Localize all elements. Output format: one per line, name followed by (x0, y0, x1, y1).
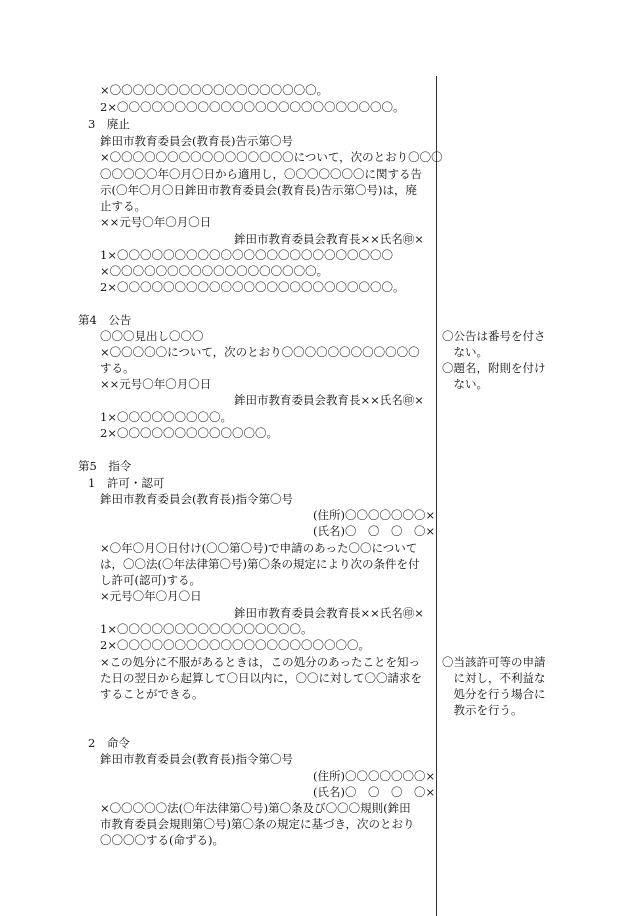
text-line: (氏名)〇 〇 〇 〇× (313, 524, 436, 538)
text-line: ×元号〇年〇月〇日 (100, 589, 202, 603)
text-line: 鉾田市教育委員会(教育長)告示第〇号 (100, 134, 293, 148)
text-line: 鉾田市教育委員会教育長××氏名㊞× (234, 232, 424, 246)
note-line: 教示を行う。 (442, 703, 523, 717)
note-line: 〇当該許可等の申請 (442, 655, 546, 669)
text-line: ×〇年〇月〇日付け(〇〇第〇号)で申請のあった〇〇について (100, 541, 418, 555)
text-line: 鉾田市教育委員会教育長××氏名㊞× (234, 606, 424, 620)
text-line: 第4 公告 (78, 313, 132, 327)
text-line: 〇〇〇〇〇年〇月〇日から適用し，〇〇〇〇〇〇〇に関する告 (100, 167, 422, 181)
note-line: ない。 (442, 377, 488, 391)
text-line: 1×〇〇〇〇〇〇〇〇〇〇〇〇〇〇〇〇〇〇〇〇〇〇〇〇 (100, 248, 393, 262)
text-line: し許可(認可)する。 (100, 573, 201, 587)
text-line: (住所)〇〇〇〇〇〇〇× (313, 508, 436, 522)
text-line: (氏名)〇 〇 〇 〇× (313, 785, 436, 799)
text-line: ×〇〇〇〇〇〇〇〇〇〇〇〇〇〇〇〇について，次のとおり〇〇〇 (100, 150, 443, 164)
text-line: 1×〇〇〇〇〇〇〇〇〇〇〇〇〇〇〇〇。 (100, 622, 313, 636)
text-line: 止する。 (100, 199, 146, 213)
text-line: ×この処分に不服があるときは，この処分のあったことを知っ (100, 655, 421, 669)
text-line: 〇〇〇〇する(命ずる)。 (100, 833, 224, 847)
note-line: 〇公告は番号を付さ (442, 329, 546, 343)
text-line: 2×〇〇〇〇〇〇〇〇〇〇〇〇〇〇〇〇〇〇〇〇〇。 (100, 638, 370, 652)
text-line: 2×〇〇〇〇〇〇〇〇〇〇〇〇〇〇〇〇〇〇〇〇〇〇〇〇。 (100, 280, 405, 294)
text-line: は，〇〇法(〇年法律第〇号)第〇条の規定により次の条件を付 (100, 557, 420, 571)
note-line: ない。 (442, 345, 488, 359)
text-line: 鉾田市教育委員会教育長××氏名㊞× (234, 393, 424, 407)
text-line: ×〇〇〇〇〇〇〇〇〇〇〇〇〇〇〇〇〇〇。 (100, 264, 329, 278)
note-line: に対し，不利益な (442, 671, 546, 685)
text-line: 第5 指令 (78, 459, 132, 473)
text-line: 3 廃止 (88, 117, 130, 131)
text-line: ××元号〇年〇月〇日 (100, 377, 212, 391)
text-line: 鉾田市教育委員会(教育長)指令第〇号 (100, 492, 293, 506)
text-line: 鉾田市教育委員会(教育長)指令第〇号 (100, 752, 293, 766)
text-line: ×〇〇〇〇〇について，次のとおり〇〇〇〇〇〇〇〇〇〇〇〇 (100, 345, 420, 359)
text-line: ××元号〇年〇月〇日 (100, 215, 212, 229)
text-line: (住所)〇〇〇〇〇〇〇× (313, 769, 436, 783)
text-line: た日の翌日から起算して〇日以内に，〇〇に対して〇〇請求を (100, 671, 422, 685)
note-line: 処分を行う場合に (442, 687, 546, 701)
text-line: 示(〇年〇月〇日鉾田市教育委員会(教育長)告示第〇号)は，廃 (100, 183, 417, 197)
note-line: 〇題名，附則を付け (442, 361, 546, 375)
text-line: ×〇〇〇〇〇法(〇年法律第〇号)第〇条及び〇〇〇規則(鉾田 (100, 801, 411, 815)
text-line: 1×〇〇〇〇〇〇〇〇〇。 (100, 410, 232, 424)
column-divider (436, 76, 437, 916)
text-line: 市教育委員会規則第〇号)第〇条の規定に基づき，次のとおり (100, 817, 415, 831)
text-line: する。 (100, 361, 135, 375)
text-line: 〇〇〇見出し〇〇〇 (100, 329, 204, 343)
text-line: 2×〇〇〇〇〇〇〇〇〇〇〇〇〇〇〇〇〇〇〇〇〇〇〇〇。 (100, 100, 405, 114)
text-line: 2×〇〇〇〇〇〇〇〇〇〇〇〇〇。 (100, 426, 278, 440)
text-line: することができる。 (100, 687, 204, 701)
text-line: 1 許可・認可 (88, 476, 165, 490)
text-line: 2 命令 (88, 736, 130, 750)
text-line: ×〇〇〇〇〇〇〇〇〇〇〇〇〇〇〇〇〇〇。 (100, 83, 329, 97)
